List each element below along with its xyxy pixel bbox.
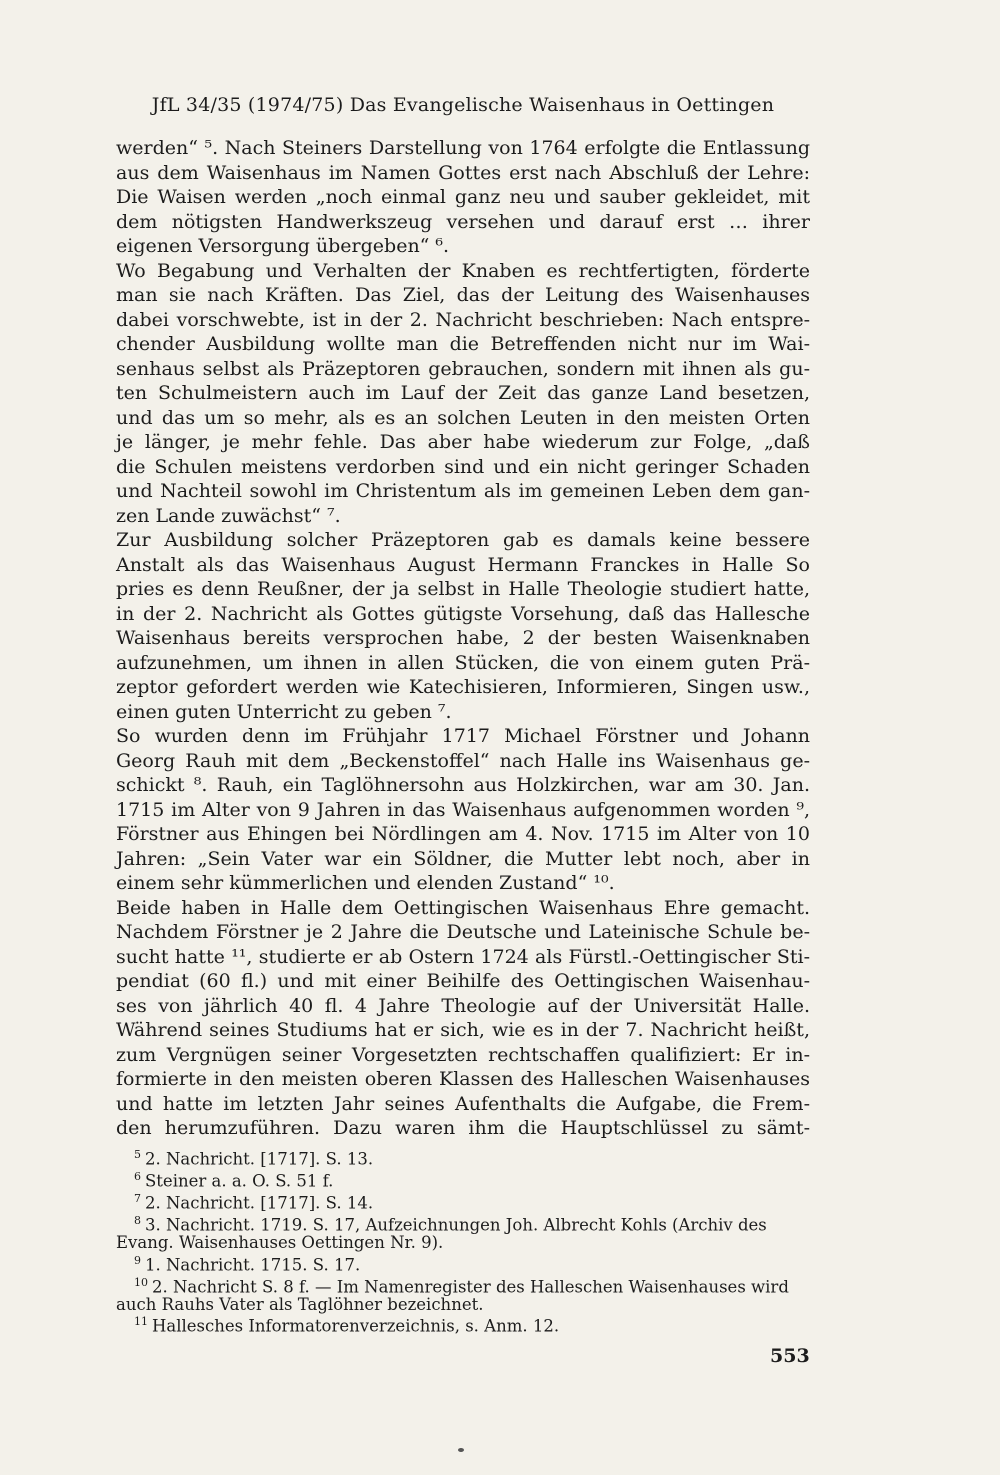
footnote-text: 1. Nachricht. 1715. S. 17.	[145, 1255, 361, 1274]
text-line: aus dem Waisenhaus im Namen Gottes erst nach Abschluß der Lehre:	[116, 161, 810, 184]
text-line: zen Lande zuwächst“ ⁷.	[116, 504, 341, 527]
footnote-continuation	[116, 1234, 810, 1252]
footnote	[116, 1212, 810, 1234]
footnote-text: 3. Nachricht. 1719. S. 17, Aufzeichnungen Joh. Albrecht Kohls (Archiv des	[145, 1215, 767, 1235]
text-line: chender Ausbildung wollte man die Betreffenden nicht nur im Wai-	[116, 333, 810, 355]
footnote	[116, 1168, 810, 1190]
text-line: Förstner aus Ehingen bei Nördlingen am 4. Nov. 1715 im Alter von 10	[116, 823, 810, 845]
text-line: ses von jährlich 40 fl. 4 Jahre Theologie auf der Universität Halle.	[116, 994, 810, 1017]
text-line: je länger, je mehr fehle. Das aber habe wiederum zur Folge, „daß	[116, 431, 810, 453]
text-line: Die Waisen werden „noch einmal ganz neu und sauber gekleidet, mit	[116, 186, 810, 208]
text-line: in der 2. Nachricht als Gottes gütigste Vorsehung, daß das Hallesche	[116, 602, 810, 625]
text-line: 1715 im Alter von 9 Jahren in das Waisenhaus aufgenommen worden ⁹,	[116, 798, 810, 821]
footnote	[116, 1190, 810, 1212]
text-line: senhaus selbst als Präzeptoren gebrauchen, sondern mit ihnen als gu-	[116, 357, 810, 380]
page-number: 553	[770, 1345, 810, 1367]
footnote-number: 7	[134, 1192, 141, 1205]
text-line: zum Vergnügen seiner Vorgesetzten rechtschaffen qualifiziert: Er in-	[116, 1043, 810, 1066]
footnote-text: 2. Nachricht S. 8 f. — Im Namenregister des Halleschen Waisenhauses wird	[152, 1277, 789, 1296]
footnote-number: 9	[134, 1253, 141, 1267]
footnote-text: 2. Nachricht. [1717]. S. 14.	[145, 1193, 374, 1213]
text-line: schickt ⁸. Rauh, ein Taglöhnersohn aus Holzkirchen, war am 30. Jan.	[116, 774, 810, 796]
footnote	[116, 1274, 810, 1296]
text-line: aufzunehmen, um ihnen in allen Stücken, die von einem guten Prä-	[116, 651, 810, 674]
footnote-text: Steiner a. a. O. S. 51 f.	[145, 1171, 334, 1191]
text-line: Nachdem Förstner je 2 Jahre die Deutsche und Lateinische Schule be-	[116, 921, 810, 943]
text-line: Wo Begabung und Verhalten der Knaben es rechtfertigten, förderte	[116, 259, 810, 282]
text-line: Jahren: „Sein Vater war ein Söldner, die Mutter lebt noch, aber in	[116, 847, 810, 870]
text-line: formierte in den meisten oberen Klassen des Halleschen Waisenhauses	[116, 1068, 810, 1090]
scan-speck	[458, 1448, 464, 1452]
footnote	[116, 1313, 810, 1335]
text-line: man sie nach Kräften. Das Ziel, das der Leitung des Waisenhauses	[116, 284, 810, 306]
text-line: und Nachteil sowohl im Christentum als im gemeinen Leben dem gan-	[116, 480, 810, 502]
footnote-text: Hallesches Informatorenverzeichnis, s. Anm. 12.	[152, 1316, 560, 1336]
text-line: und das um so mehr, als es an solchen Leuten in den meisten Orten	[116, 406, 810, 429]
footnote-number: 11	[134, 1315, 148, 1328]
footnote-continuation	[116, 1296, 810, 1314]
text-line: Georg Rauh mit dem „Beckenstoffel“ nach Halle ins Waisenhaus ge-	[116, 749, 810, 772]
paragraph	[116, 136, 810, 259]
footnote-number: 5	[134, 1148, 141, 1161]
paragraph	[116, 259, 810, 529]
footnotes	[116, 1146, 810, 1335]
text-line: den herumzuführen. Dazu waren ihm die Hauptschlüssel zu sämt-	[116, 1117, 810, 1139]
text-line: werden“ ⁵. Nach Steiners Darstellung von 1764 erfolgte die Entlassung	[116, 137, 810, 159]
footnote-number: 10	[134, 1275, 148, 1289]
body-text	[116, 136, 810, 1141]
text-line: pendiat (60 fl.) und mit einer Beihilfe des Oettingischen Waisenhau-	[116, 970, 810, 992]
text-line: die Schulen meistens verdorben sind und ein nicht geringer Schaden	[116, 455, 810, 478]
footnote	[116, 1146, 810, 1168]
paragraph	[116, 896, 810, 1141]
footnote-number: 6	[134, 1170, 141, 1183]
text-line: Zur Ausbildung solcher Präzeptoren gab es damals keine bessere	[116, 529, 810, 551]
text-line: sucht hatte ¹¹, studierte er ab Ostern 1724 als Fürstl.-Oettingischer Sti-	[116, 945, 810, 968]
footnote-number: 8	[134, 1214, 141, 1227]
footnote-text: auch Rauhs Vater als Taglöhner bezeichnet.	[116, 1294, 484, 1314]
text-line: dabei vorschwebte, ist in der 2. Nachricht beschrieben: Nach entspre-	[116, 308, 810, 331]
paragraph	[116, 528, 810, 724]
text-line: zeptor gefordert werden wie Katechisieren, Informieren, Singen usw.,	[116, 676, 810, 698]
text-line: Anstalt als das Waisenhaus August Hermann Franckes in Halle So	[116, 553, 810, 576]
text-line: einen guten Unterricht zu geben ⁷.	[116, 700, 452, 723]
text-line: pries es denn Reußner, der ja selbst in Halle Theologie studiert hatte,	[116, 578, 810, 600]
paragraph	[116, 724, 810, 896]
text-line: dem nötigsten Handwerkszeug versehen und darauf erst … ihrer	[116, 210, 810, 233]
text-line: So wurden denn im Frühjahr 1717 Michael Förstner und Johann	[116, 725, 810, 747]
text-line: und hatte im letzten Jahr seines Aufenthalts die Aufgabe, die Frem-	[116, 1092, 810, 1115]
text-line: Beide haben in Halle dem Oettingischen Waisenhaus Ehre gemacht.	[116, 896, 810, 919]
text-line: ten Schulmeistern auch im Lauf der Zeit das ganze Land besetzen,	[116, 382, 810, 404]
footnote	[116, 1252, 810, 1274]
footnote-text: 2. Nachricht. [1717]. S. 13.	[145, 1149, 374, 1169]
text-line: Während seines Studiums hat er sich, wie es in der 7. Nachricht heißt,	[116, 1019, 810, 1041]
text-line: eigenen Versorgung übergeben“ ⁶.	[116, 235, 450, 257]
running-header: JfL 34/35 (1974/75) Das Evangelische Waisenhaus in Oettingen	[151, 94, 775, 116]
text-line: einem sehr kümmerlichen und elenden Zustand“ ¹⁰.	[116, 872, 615, 894]
footnote-text: Evang. Waisenhauses Oettingen Nr. 9).	[116, 1233, 444, 1252]
text-line: Waisenhaus bereits versprochen habe, 2 der besten Waisenknaben	[116, 627, 810, 649]
